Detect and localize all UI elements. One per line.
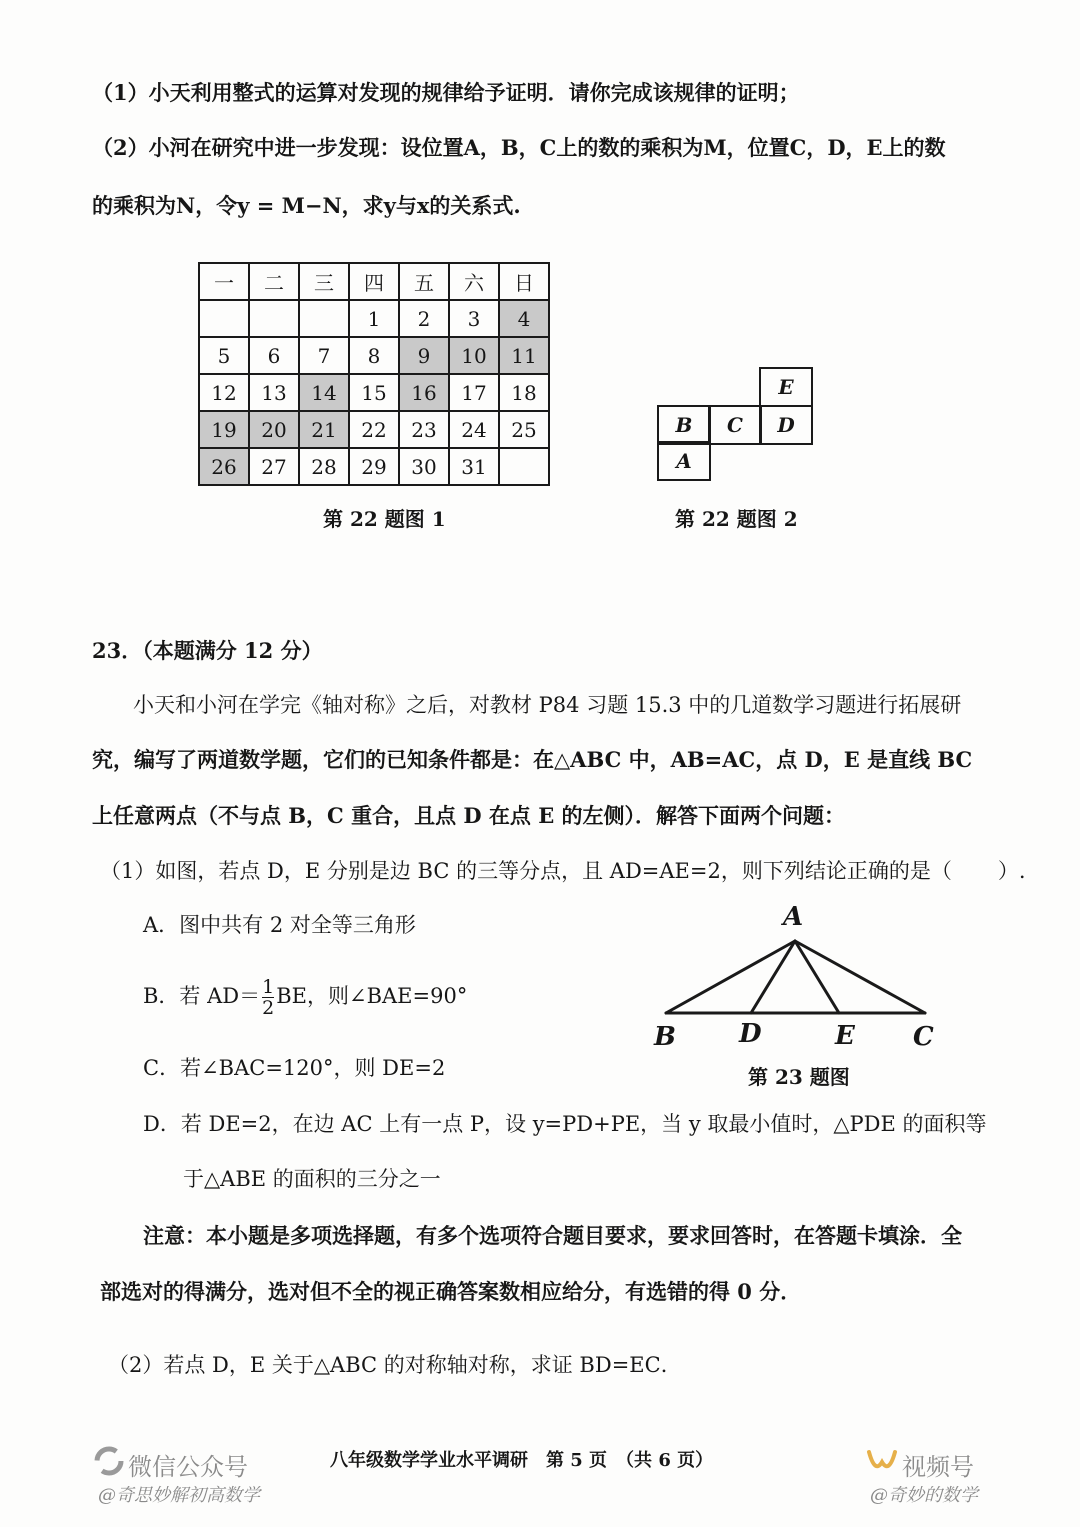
option-d-line2: 于△ABE 的面积的三分之一 [183, 1167, 441, 1191]
figure1-caption: 第 22 题图 1 [323, 507, 446, 531]
calendar-cell [249, 300, 299, 337]
q23-part1-end: ）. [997, 859, 1026, 883]
calendar-cell [299, 300, 349, 337]
q23-part1-text: （1）如图，若点 D，E 分别是边 BC 的三等分点，且 AD=AE=2，则下列结论正确的是（ [100, 859, 952, 883]
calendar-cell-highlighted: 21 [299, 411, 349, 448]
q23-part2: （2）若点 D，E 关于△ABC 的对称轴对称，求证 BD=EC． [108, 1353, 682, 1377]
calendar-cell: 3 [449, 300, 499, 337]
q23-intro-line2: 究，编写了两道数学题，它们的已知条件都是：在△ABC 中，AB=AC，点 D，E 是直线 BC [92, 747, 973, 772]
calendar-cell: 13 [249, 374, 299, 411]
vertex-label-c: C [913, 1022, 934, 1052]
video-channel-logo-icon [866, 1448, 898, 1476]
option-c: C．若∠BAC=120°，则 DE=2 [143, 1056, 446, 1080]
q23-heading: 23．（本题满分 12 分） [92, 638, 323, 663]
vertex-label-e: E [835, 1021, 855, 1051]
q23-intro-line1: 小天和小河在学完《轴对称》之后，对教材 P84 习题 15.3 中的几道数学习题进行拓展研 [133, 693, 962, 717]
watermark-wechat: 微信公众号 [128, 1453, 248, 1481]
watermark-video-handle: @奇妙的数学 [870, 1485, 978, 1506]
weekday-header: 二 [249, 263, 299, 300]
fig2-box-b: B [657, 405, 711, 445]
watermark-video: 视频号 [902, 1453, 974, 1481]
calendar-cell: 23 [399, 411, 449, 448]
calendar-cell: 22 [349, 411, 399, 448]
calendar-cell-highlighted: 10 [449, 337, 499, 374]
calendar-cell: 25 [499, 411, 549, 448]
calendar-table [198, 262, 550, 486]
weekday-header: 四 [349, 263, 399, 300]
calendar-cell-highlighted: 4 [499, 300, 549, 337]
weekday-header: 六 [449, 263, 499, 300]
calendar-cell: 6 [249, 337, 299, 374]
calendar-cell: 30 [399, 448, 449, 485]
watermark-wechat-handle: @奇思妙解初高数学 [98, 1485, 260, 1506]
fraction-denominator: 2 [262, 997, 275, 1019]
calendar-cell: 28 [299, 448, 349, 485]
calendar-cell-highlighted: 19 [199, 411, 249, 448]
calendar-cell: 18 [499, 374, 549, 411]
fig2-box-c: C [708, 405, 762, 445]
calendar-cell: 27 [249, 448, 299, 485]
calendar-cell-highlighted: 16 [399, 374, 449, 411]
calendar-cell-highlighted: 26 [199, 448, 249, 485]
page-footer: 八年级数学学业水平调研 第 5 页 （共 6 页） [330, 1450, 714, 1471]
calendar-header-row [199, 263, 549, 300]
calendar-cell: 5 [199, 337, 249, 374]
q22-part2-line2: 的乘积为N，令y = M−N，求y与x的关系式. [92, 193, 521, 218]
calendar-cell: 15 [349, 374, 399, 411]
calendar-cell: 17 [449, 374, 499, 411]
calendar-row [199, 337, 549, 374]
segment-ab [666, 941, 795, 1013]
calendar-row [199, 411, 549, 448]
calendar-cell-highlighted: 9 [399, 337, 449, 374]
note-line2: 部选对的得满分，选对但不全的视正确答案数相应给分，有选错的得 0 分． [100, 1279, 802, 1304]
q23-part1 [100, 856, 1026, 886]
vertex-label-b: B [654, 1022, 676, 1052]
segment-ac [795, 941, 925, 1013]
weekday-header: 五 [399, 263, 449, 300]
calendar-cell: 31 [449, 448, 499, 485]
calendar-cell-highlighted: 14 [299, 374, 349, 411]
figure23-caption: 第 23 题图 [748, 1065, 850, 1089]
option-a: A．图中共有 2 对全等三角形 [143, 913, 416, 937]
option-b-prefix: B．若 AD＝ [143, 984, 261, 1008]
vertex-label-d: D [739, 1019, 762, 1049]
wechat-logo-icon [94, 1446, 124, 1476]
q22-part1: （1）小天利用整式的运算对发现的规律给予证明．请你完成该规律的证明； [92, 80, 800, 105]
calendar-cell-highlighted: 20 [249, 411, 299, 448]
calendar-row [199, 374, 549, 411]
calendar-cell: 24 [449, 411, 499, 448]
q22-part2-line1: （2）小河在研究中进一步发现：设位置A，B，C上的数的乘积为M，位置C，D，E上的数 [92, 135, 946, 160]
calendar-row [199, 448, 549, 485]
fraction-one-half [262, 977, 274, 1018]
weekday-header: 一 [199, 263, 249, 300]
calendar-cell: 12 [199, 374, 249, 411]
calendar-cell [499, 448, 549, 485]
option-b-suffix: BE，则∠BAE=90° [276, 984, 468, 1008]
calendar-cell: 2 [399, 300, 449, 337]
fig2-box-e: E [759, 367, 813, 407]
calendar-row [199, 300, 549, 337]
fig2-box-d: D [759, 405, 813, 445]
option-b [143, 968, 467, 1024]
calendar-cell: 7 [299, 337, 349, 374]
fig2-box-a: A [657, 441, 711, 481]
calendar-cell-highlighted: 11 [499, 337, 549, 374]
calendar-cell: 8 [349, 337, 399, 374]
calendar-cell [199, 300, 249, 337]
note-line1: 注意：本小题是多项选择题，有多个选项符合题目要求，要求回答时，在答题卡填涂．全 [143, 1223, 962, 1248]
calendar-cell: 1 [349, 300, 399, 337]
figure2-caption: 第 22 题图 2 [675, 507, 798, 531]
fraction-numerator: 1 [262, 976, 275, 998]
option-d-line1: D．若 DE=2，在边 AC 上有一点 P，设 y=PD+PE，当 y 取最小值时，△PDE 的面积等 [143, 1112, 987, 1136]
calendar-cell: 29 [349, 448, 399, 485]
weekday-header: 日 [499, 263, 549, 300]
weekday-header: 三 [299, 263, 349, 300]
q23-intro-line3: 上任意两点（不与点 B，C 重合，且点 D 在点 E 的左侧）．解答下面两个问题： [92, 803, 846, 828]
vertex-label-a: A [783, 902, 804, 932]
